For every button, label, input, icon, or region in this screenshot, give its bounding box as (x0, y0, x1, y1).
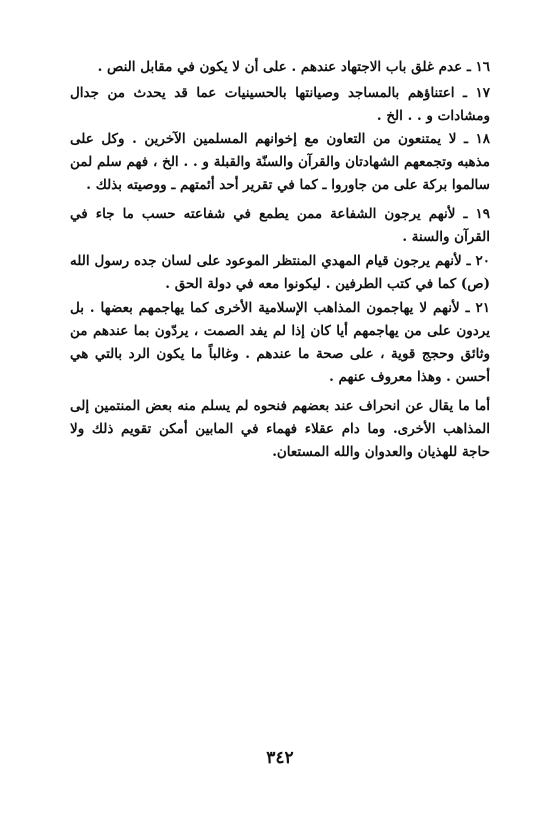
paragraph-item-18: ١٨ ـ لا يمتنعون من التعاون مع إخوانهم المسلمين الآخرين . وكل على مذهبه وتجمعهم الشهادتان والقرآن والسنّة والقبلة و . . الخ ، فهم سلم لمن سالموا بركة على من جاوروا ـ كما في تقرير أحد أئمتهم ـ ووصيته بذلك . (70, 131, 490, 193)
page-number: ٣٤٢ (266, 748, 294, 768)
paragraph-item-16: ١٦ ـ عدم غلق باب الاجتهاد عندهم . على أن لا يكون في مقابل النص . (97, 59, 490, 75)
paragraph-item-21: ٢١ ـ لأنهم لا يهاجمون المذاهب الإسلامية الأخرى كما يهاجمهم بعضها . بل يردون على من يهاجمهم أيا كان إذا لم يفد الصمت ، يردّون بما عندهم من وثائق وحجج قوية ، على صحة ما عندهم . وغالباً ما يكون الرد بالتي هي أحسن . وهذا معروف عنهم . (70, 300, 490, 385)
paragraph-item-17: ١٧ ـ اعتناؤهم بالمساجد وصيانتها بالحسينيات عما قد يحدث من جدال ومشادات و . . الخ . (70, 85, 490, 124)
paragraph-item-20: ٢٠ ـ لأنهم يرجون قيام المهدي المنتظر الموعود على لسان جده رسول الله (ص) كما في كتب الطرفين . ليكونوا معه في دولة الحق . (70, 253, 490, 292)
paragraph-item-19: ١٩ ـ لأنهم يرجون الشفاعة ممن يطمع في شفاعته حسب ما جاء في القرآن والسنة . (70, 206, 490, 245)
closing-paragraph: أما ما يقال عن انحراف عند بعضهم فنحوه لم يسلم منه بعض المنتمين إلى المذاهب الأخرى. وما دام عقلاء فهماء في المابين أمكن تقويم ذلك ولا حاجة للهذيان والعدوان والله المستعان. (70, 398, 490, 460)
